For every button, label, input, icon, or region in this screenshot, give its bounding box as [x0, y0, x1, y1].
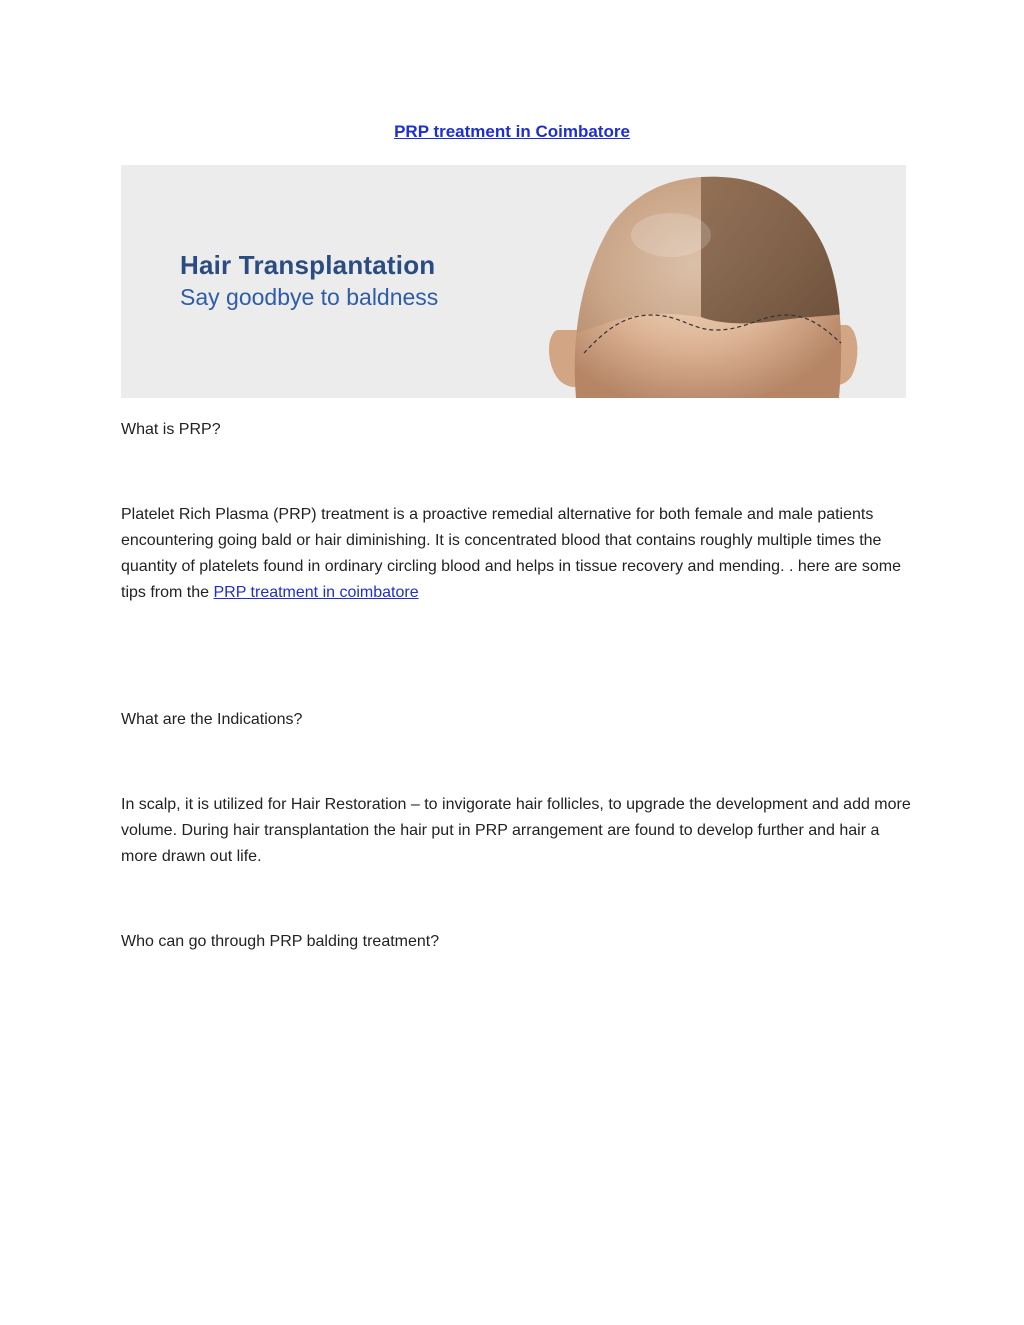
head-shape — [549, 165, 906, 398]
banner-image — [121, 165, 906, 398]
paragraph-indications: In scalp, it is utilized for Hair Restoration – to invigorate hair follicles, to upgrade the development and add more volume. During hair transplantation the hair put in PRP arrangement are found to develop further and hair a more drawn out life. — [121, 796, 911, 865]
prp-coimbatore-link[interactable]: PRP treatment in coimbatore — [213, 584, 419, 601]
page-title-link[interactable]: PRP treatment in Coimbatore — [394, 122, 630, 141]
bald-head-illustration — [541, 165, 906, 398]
question-who-can-go-through: Who can go through PRP balding treatment? — [121, 933, 440, 950]
banner-heading: Hair Transplantation — [180, 250, 436, 280]
paragraph-prp-description-text: Platelet Rich Plasma (PRP) treatment is a proactive remedial alternative for both female and male patients encountering going bald or hair diminishing. It is concentrated blood that contains roughly multiple times the quantity of platelets found in ordinary circling blood and helps in tissue recovery and mending. . here are some tips from the — [121, 506, 902, 601]
question-what-is-prp: What is PRP? — [121, 421, 221, 438]
question-indications: What are the Indications? — [121, 711, 303, 728]
banner-subheading: Say goodbye to baldness — [180, 284, 439, 310]
paragraph-prp-description — [121, 502, 911, 606]
page-title — [0, 120, 1024, 144]
